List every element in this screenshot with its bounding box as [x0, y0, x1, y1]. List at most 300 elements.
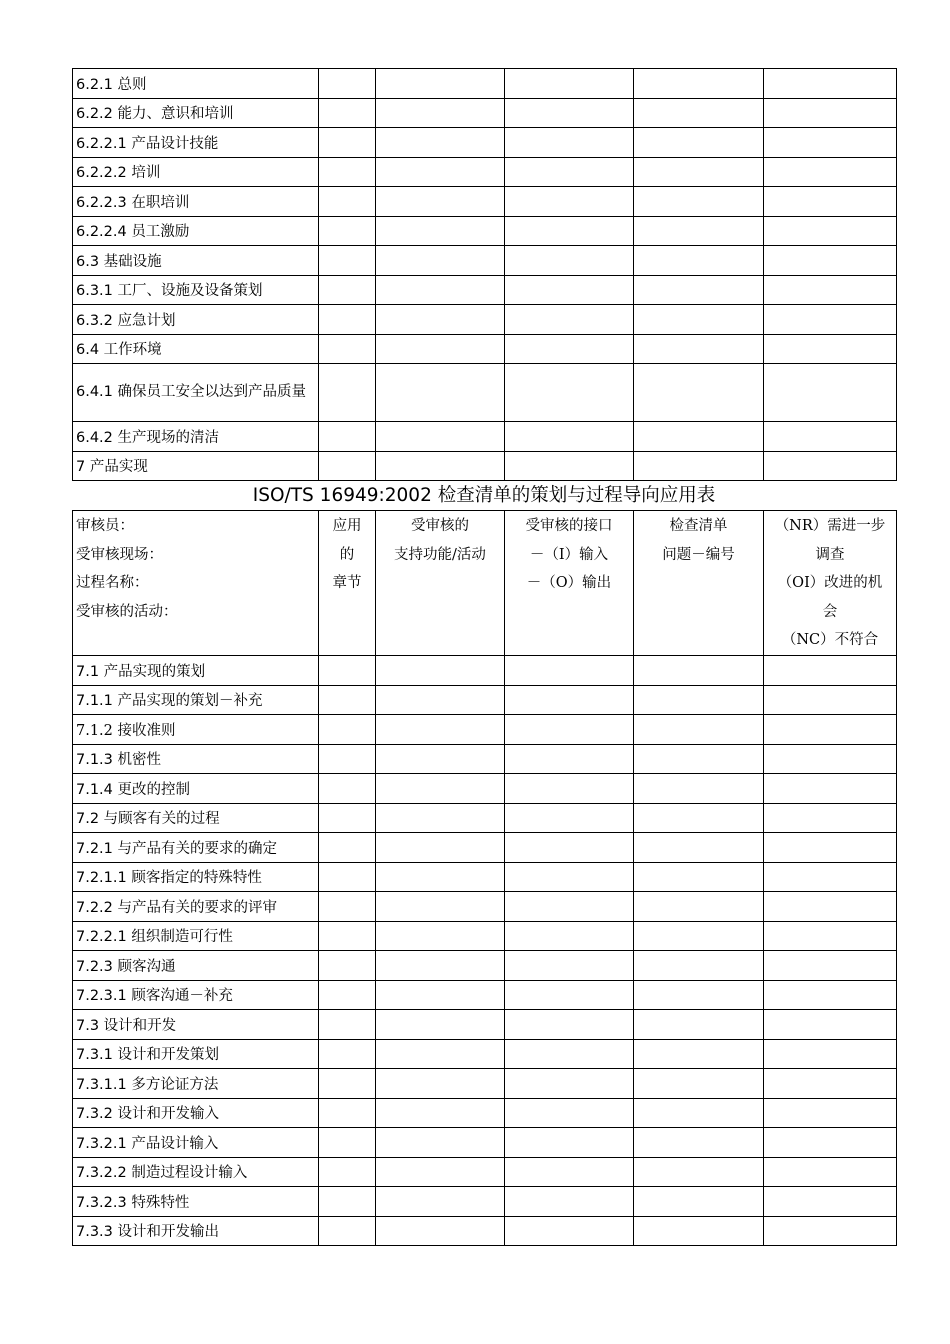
- entry-cell[interactable]: [634, 422, 764, 452]
- entry-cell[interactable]: [634, 128, 764, 158]
- clause-number: 7.1.3: [76, 752, 113, 769]
- table-row: [73, 715, 897, 745]
- entry-cell[interactable]: [505, 246, 634, 276]
- entry-cell[interactable]: [376, 1128, 505, 1158]
- clause-cell: [73, 833, 319, 863]
- entry-cell[interactable]: [634, 364, 764, 422]
- table-row: [73, 1010, 897, 1040]
- entry-cell[interactable]: [764, 862, 897, 892]
- clause-number: 7.2.2: [76, 899, 113, 916]
- table-row: [73, 69, 897, 99]
- clause-number: 6.2.2.1: [76, 135, 127, 152]
- col-header-chapter-line: 章节: [332, 575, 362, 592]
- clause-title: 应急计划: [112, 312, 176, 329]
- audit-site-label: 受审核现场：: [76, 546, 163, 563]
- entry-cell[interactable]: [505, 364, 634, 422]
- entry-cell[interactable]: [319, 862, 376, 892]
- entry-cell[interactable]: [634, 774, 764, 804]
- col-header-interface-line: －（I）输入: [529, 546, 609, 563]
- entry-cell[interactable]: [634, 921, 764, 951]
- entry-cell[interactable]: [764, 275, 897, 305]
- audited-activity-label: 受审核的活动：: [76, 603, 178, 620]
- clause-title: 顾客指定的特殊特性: [126, 870, 262, 887]
- clause-title: 产品设计技能: [126, 135, 219, 152]
- clause-title: 设计和开发输出: [112, 1224, 220, 1241]
- clause-cell: [73, 1187, 319, 1217]
- clause-cell: [73, 685, 319, 715]
- clause-title: 设计和开发策划: [112, 1047, 220, 1064]
- entry-cell[interactable]: [376, 98, 505, 128]
- entry-cell[interactable]: [764, 1128, 897, 1158]
- entry-cell[interactable]: [319, 364, 376, 422]
- entry-cell[interactable]: [376, 216, 505, 246]
- entry-cell[interactable]: [505, 1128, 634, 1158]
- table-header-row: [73, 511, 897, 656]
- entry-cell[interactable]: [319, 833, 376, 863]
- entry-cell[interactable]: [634, 1039, 764, 1069]
- entry-cell[interactable]: [634, 951, 764, 981]
- entry-cell[interactable]: [764, 1010, 897, 1040]
- clause-title: 能力、意识和培训: [112, 106, 234, 123]
- clause-cell: [73, 862, 319, 892]
- clause-number: 6.2.1: [76, 76, 113, 93]
- clause-cell: [73, 187, 319, 217]
- entry-cell[interactable]: [764, 833, 897, 863]
- entry-cell[interactable]: [319, 892, 376, 922]
- entry-cell[interactable]: [376, 656, 505, 686]
- entry-cell[interactable]: [764, 305, 897, 335]
- col-header-function: [376, 511, 505, 656]
- col-header-checklist-line: 问题－编号: [662, 546, 735, 563]
- entry-cell[interactable]: [376, 803, 505, 833]
- clause-cell: [73, 892, 319, 922]
- entry-cell[interactable]: [319, 451, 376, 481]
- entry-cell[interactable]: [505, 128, 634, 158]
- table-row: [73, 246, 897, 276]
- table-row: [73, 833, 897, 863]
- entry-cell[interactable]: [505, 69, 634, 99]
- table-row: [73, 157, 897, 187]
- clause-cell: [73, 451, 319, 481]
- entry-cell[interactable]: [634, 803, 764, 833]
- entry-cell[interactable]: [505, 451, 634, 481]
- table-row: [73, 980, 897, 1010]
- clause-number: 7: [76, 459, 86, 476]
- entry-cell[interactable]: [764, 803, 897, 833]
- entry-cell[interactable]: [634, 216, 764, 246]
- entry-cell[interactable]: [376, 685, 505, 715]
- entry-cell[interactable]: [505, 656, 634, 686]
- entry-cell[interactable]: [319, 980, 376, 1010]
- clause-cell: [73, 305, 319, 335]
- table-row: [73, 187, 897, 217]
- table-row: [73, 656, 897, 686]
- entry-cell[interactable]: [634, 980, 764, 1010]
- entry-cell[interactable]: [376, 744, 505, 774]
- entry-cell[interactable]: [764, 921, 897, 951]
- entry-cell[interactable]: [505, 715, 634, 745]
- entry-cell[interactable]: [634, 246, 764, 276]
- clause-title: 确保员工安全以达到产品质量: [112, 384, 307, 400]
- entry-cell[interactable]: [376, 364, 505, 422]
- entry-cell[interactable]: [505, 1010, 634, 1040]
- clause-number: 6.3.2: [76, 312, 113, 329]
- clause-cell: [73, 715, 319, 745]
- clause-number: 7.1.1: [76, 693, 113, 710]
- clause-title: 顾客沟通－补充: [126, 988, 233, 1005]
- clause-title: 产品实现的策划: [99, 663, 206, 680]
- entry-cell[interactable]: [505, 833, 634, 863]
- clause-number: 6.4.1: [76, 384, 113, 400]
- entry-cell[interactable]: [764, 364, 897, 422]
- clause-number: 7.2: [76, 811, 100, 828]
- entry-cell[interactable]: [505, 744, 634, 774]
- table-row: [73, 921, 897, 951]
- audit-table-top: [72, 68, 897, 481]
- clause-cell: [73, 951, 319, 981]
- entry-cell[interactable]: [319, 187, 376, 217]
- entry-cell[interactable]: [376, 833, 505, 863]
- entry-cell[interactable]: [319, 422, 376, 452]
- table-row: [73, 862, 897, 892]
- entry-cell[interactable]: [764, 216, 897, 246]
- entry-cell[interactable]: [319, 69, 376, 99]
- entry-cell[interactable]: [634, 833, 764, 863]
- entry-cell[interactable]: [505, 422, 634, 452]
- entry-cell[interactable]: [319, 98, 376, 128]
- col-header-interface-line: 受审核的接口: [525, 518, 613, 534]
- entry-cell[interactable]: [505, 951, 634, 981]
- entry-cell[interactable]: [319, 1098, 376, 1128]
- clause-number: 7.2.3: [76, 958, 113, 975]
- clause-cell: [73, 980, 319, 1010]
- entry-cell[interactable]: [376, 1098, 505, 1128]
- entry-cell[interactable]: [634, 187, 764, 217]
- entry-cell[interactable]: [505, 921, 634, 951]
- entry-cell[interactable]: [634, 1010, 764, 1040]
- entry-cell[interactable]: [764, 892, 897, 922]
- col-header-interface: [505, 511, 634, 656]
- entry-cell[interactable]: [634, 744, 764, 774]
- entry-cell[interactable]: [319, 128, 376, 158]
- entry-cell[interactable]: [634, 1069, 764, 1099]
- entry-cell[interactable]: [764, 98, 897, 128]
- clause-cell: [73, 921, 319, 951]
- entry-cell[interactable]: [764, 744, 897, 774]
- col-header-chapter: [319, 511, 376, 656]
- entry-cell[interactable]: [376, 1157, 505, 1187]
- entry-cell[interactable]: [634, 69, 764, 99]
- entry-cell[interactable]: [505, 980, 634, 1010]
- clause-title: 与产品有关的要求的评审: [112, 899, 278, 916]
- clause-number: 6.2.2.4: [76, 224, 127, 241]
- entry-cell[interactable]: [319, 715, 376, 745]
- col-header-function-line: 支持功能/活动: [394, 546, 486, 563]
- entry-cell[interactable]: [505, 1157, 634, 1187]
- table-row: [73, 364, 897, 422]
- clause-title: 基础设施: [99, 253, 162, 270]
- table-row: [73, 128, 897, 158]
- clause-number: 7.1: [76, 663, 100, 680]
- entry-cell[interactable]: [634, 1157, 764, 1187]
- entry-cell[interactable]: [505, 685, 634, 715]
- col-header-result: [764, 511, 897, 656]
- entry-cell[interactable]: [634, 1128, 764, 1158]
- entry-cell[interactable]: [764, 157, 897, 187]
- entry-cell[interactable]: [376, 157, 505, 187]
- col-header-chapter-line: 的: [339, 546, 355, 563]
- entry-cell[interactable]: [764, 69, 897, 99]
- table-row: [73, 275, 897, 305]
- clause-title: 设计和开发输入: [112, 1106, 220, 1123]
- entry-cell[interactable]: [376, 1216, 505, 1246]
- clause-cell: [73, 157, 319, 187]
- clause-cell: [73, 1216, 319, 1246]
- entry-cell[interactable]: [319, 803, 376, 833]
- table-row: [73, 451, 897, 481]
- clause-title: 设计和开发: [99, 1017, 177, 1034]
- entry-cell[interactable]: [505, 892, 634, 922]
- clause-title: 多方论证方法: [126, 1076, 219, 1093]
- clause-number: 6.2.2: [76, 106, 113, 123]
- clause-cell: [73, 1069, 319, 1099]
- col-header-checklist: [634, 511, 764, 656]
- entry-cell[interactable]: [634, 892, 764, 922]
- table-row: [73, 1039, 897, 1069]
- entry-cell[interactable]: [376, 951, 505, 981]
- clause-cell: [73, 98, 319, 128]
- entry-cell[interactable]: [764, 1157, 897, 1187]
- table-row: [73, 1128, 897, 1158]
- entry-cell[interactable]: [505, 862, 634, 892]
- clause-cell: [73, 246, 319, 276]
- clause-number: 6.3.1: [76, 283, 113, 300]
- clause-number: 6.2.2.3: [76, 194, 127, 211]
- entry-cell[interactable]: [505, 1069, 634, 1099]
- col-header-result-line: （NR）需进一步: [774, 518, 886, 534]
- entry-cell[interactable]: [376, 921, 505, 951]
- entry-cell[interactable]: [319, 1069, 376, 1099]
- clause-title: 与产品有关的要求的确定: [112, 840, 278, 857]
- entry-cell[interactable]: [764, 1216, 897, 1246]
- clause-cell: [73, 656, 319, 686]
- entry-cell[interactable]: [634, 305, 764, 335]
- entry-cell[interactable]: [764, 1187, 897, 1217]
- entry-cell[interactable]: [634, 862, 764, 892]
- entry-cell[interactable]: [634, 656, 764, 686]
- entry-cell[interactable]: [319, 1157, 376, 1187]
- entry-cell[interactable]: [634, 1187, 764, 1217]
- entry-cell[interactable]: [319, 334, 376, 364]
- entry-cell[interactable]: [376, 275, 505, 305]
- entry-cell[interactable]: [376, 1010, 505, 1040]
- entry-cell[interactable]: [319, 1128, 376, 1158]
- clause-number: 7.3.2.1: [76, 1135, 127, 1152]
- entry-cell[interactable]: [319, 951, 376, 981]
- clause-cell: [73, 1098, 319, 1128]
- entry-cell[interactable]: [505, 1187, 634, 1217]
- entry-cell[interactable]: [764, 656, 897, 686]
- entry-cell[interactable]: [376, 1069, 505, 1099]
- clause-number: 7.3: [76, 1017, 100, 1034]
- table-row: [73, 422, 897, 452]
- entry-cell[interactable]: [376, 69, 505, 99]
- entry-cell[interactable]: [764, 774, 897, 804]
- entry-cell[interactable]: [505, 216, 634, 246]
- entry-cell[interactable]: [764, 980, 897, 1010]
- clause-title: 更改的控制: [112, 781, 191, 798]
- entry-cell[interactable]: [634, 98, 764, 128]
- entry-cell[interactable]: [319, 921, 376, 951]
- entry-cell[interactable]: [764, 715, 897, 745]
- entry-cell[interactable]: [376, 1039, 505, 1069]
- col-header-interface-line: －（O）输出: [526, 575, 612, 592]
- entry-cell[interactable]: [376, 892, 505, 922]
- entry-cell[interactable]: [634, 1098, 764, 1128]
- entry-cell[interactable]: [376, 305, 505, 335]
- entry-cell[interactable]: [764, 422, 897, 452]
- clause-cell: [73, 1039, 319, 1069]
- table-row: [73, 1216, 897, 1246]
- entry-cell[interactable]: [505, 334, 634, 364]
- entry-cell[interactable]: [634, 1216, 764, 1246]
- table-row: [73, 1069, 897, 1099]
- clause-cell: [73, 69, 319, 99]
- entry-cell[interactable]: [319, 1216, 376, 1246]
- entry-cell[interactable]: [376, 1187, 505, 1217]
- clause-number: 6.4: [76, 342, 100, 359]
- entry-cell[interactable]: [505, 1039, 634, 1069]
- clause-number: 7.2.3.1: [76, 988, 127, 1005]
- entry-cell[interactable]: [376, 187, 505, 217]
- clause-number: 7.3.3: [76, 1224, 113, 1241]
- clause-cell: [73, 1128, 319, 1158]
- entry-cell[interactable]: [376, 246, 505, 276]
- entry-cell[interactable]: [376, 422, 505, 452]
- clause-number: 7.2.1.1: [76, 870, 127, 887]
- clause-title: 机密性: [112, 752, 162, 769]
- clause-title: 产品实现的策划－补充: [112, 693, 263, 710]
- clause-cell: [73, 275, 319, 305]
- entry-cell[interactable]: [764, 187, 897, 217]
- clause-cell: [73, 803, 319, 833]
- entry-cell[interactable]: [319, 685, 376, 715]
- table-row: [73, 951, 897, 981]
- entry-cell[interactable]: [319, 1039, 376, 1069]
- table-row: [73, 685, 897, 715]
- clause-title: 产品设计输入: [126, 1135, 219, 1152]
- entry-cell[interactable]: [634, 334, 764, 364]
- clause-number: 6.2.2.2: [76, 165, 127, 182]
- table-row: [73, 98, 897, 128]
- table-row: [73, 774, 897, 804]
- entry-cell[interactable]: [376, 980, 505, 1010]
- col-header-function-line: 受审核的: [411, 518, 469, 534]
- entry-cell[interactable]: [319, 744, 376, 774]
- clause-title: 总则: [112, 76, 147, 93]
- checklist-title: [72, 482, 896, 510]
- entry-cell[interactable]: [505, 1098, 634, 1128]
- entry-cell[interactable]: [376, 862, 505, 892]
- entry-cell[interactable]: [634, 715, 764, 745]
- clause-title: 7.1.2 接收准则: [76, 722, 176, 739]
- clause-number: 7.3.1: [76, 1047, 113, 1064]
- entry-cell[interactable]: [319, 305, 376, 335]
- clause-cell: [73, 422, 319, 452]
- entry-cell[interactable]: [634, 451, 764, 481]
- entry-cell[interactable]: [319, 1187, 376, 1217]
- entry-cell[interactable]: [764, 685, 897, 715]
- clause-title: 培训: [126, 165, 161, 182]
- title-text: 检查清单的策划与过程导向应用表: [431, 485, 716, 506]
- entry-cell[interactable]: [505, 803, 634, 833]
- entry-cell[interactable]: [764, 1069, 897, 1099]
- title-standard: ISO/TS 16949:2002: [252, 485, 432, 506]
- entry-cell[interactable]: [319, 275, 376, 305]
- entry-cell[interactable]: [376, 451, 505, 481]
- entry-cell[interactable]: [505, 98, 634, 128]
- clause-title: 与顾客有关的过程: [99, 811, 220, 828]
- entry-cell[interactable]: [764, 128, 897, 158]
- entry-cell[interactable]: [319, 1010, 376, 1040]
- clause-title: 员工激励: [126, 224, 190, 241]
- col-header-checklist-line: 检查清单: [669, 518, 728, 534]
- clause-cell: [73, 774, 319, 804]
- clause-cell: [73, 744, 319, 774]
- clause-cell: [73, 1157, 319, 1187]
- entry-cell[interactable]: [319, 246, 376, 276]
- entry-cell[interactable]: [505, 275, 634, 305]
- entry-cell[interactable]: [505, 774, 634, 804]
- entry-cell[interactable]: [376, 715, 505, 745]
- clause-title: 顾客沟通: [112, 958, 176, 975]
- clause-cell: [73, 334, 319, 364]
- entry-cell[interactable]: [764, 451, 897, 481]
- table-row: [73, 892, 897, 922]
- entry-cell[interactable]: [634, 157, 764, 187]
- entry-cell[interactable]: [319, 157, 376, 187]
- entry-cell[interactable]: [376, 774, 505, 804]
- entry-cell[interactable]: [319, 216, 376, 246]
- entry-cell[interactable]: [319, 656, 376, 686]
- clause-number: 7.2.1: [76, 840, 113, 857]
- entry-cell[interactable]: [505, 157, 634, 187]
- entry-cell[interactable]: [505, 1216, 634, 1246]
- clause-title: 生产现场的清洁: [112, 429, 220, 446]
- entry-cell[interactable]: [505, 305, 634, 335]
- clause-cell: [73, 216, 319, 246]
- clause-title: 在职培训: [126, 194, 190, 211]
- table-row: [73, 744, 897, 774]
- entry-cell[interactable]: [764, 1098, 897, 1128]
- clause-number: 7.1.4: [76, 781, 113, 798]
- entry-cell[interactable]: [319, 774, 376, 804]
- entry-cell[interactable]: [764, 334, 897, 364]
- entry-cell[interactable]: [376, 334, 505, 364]
- entry-cell[interactable]: [764, 1039, 897, 1069]
- clause-title: 工厂、设施及设备策划: [112, 283, 263, 300]
- clause-number: 7.3.1.1: [76, 1076, 127, 1093]
- auditor-label: 审核员：: [76, 518, 134, 534]
- entry-cell[interactable]: [634, 685, 764, 715]
- entry-cell[interactable]: [505, 187, 634, 217]
- clause-title: 工作环境: [99, 342, 162, 359]
- entry-cell[interactable]: [764, 951, 897, 981]
- entry-cell[interactable]: [376, 128, 505, 158]
- entry-cell[interactable]: [764, 246, 897, 276]
- clause-number: 7.2.2.1: [76, 929, 127, 946]
- entry-cell[interactable]: [634, 275, 764, 305]
